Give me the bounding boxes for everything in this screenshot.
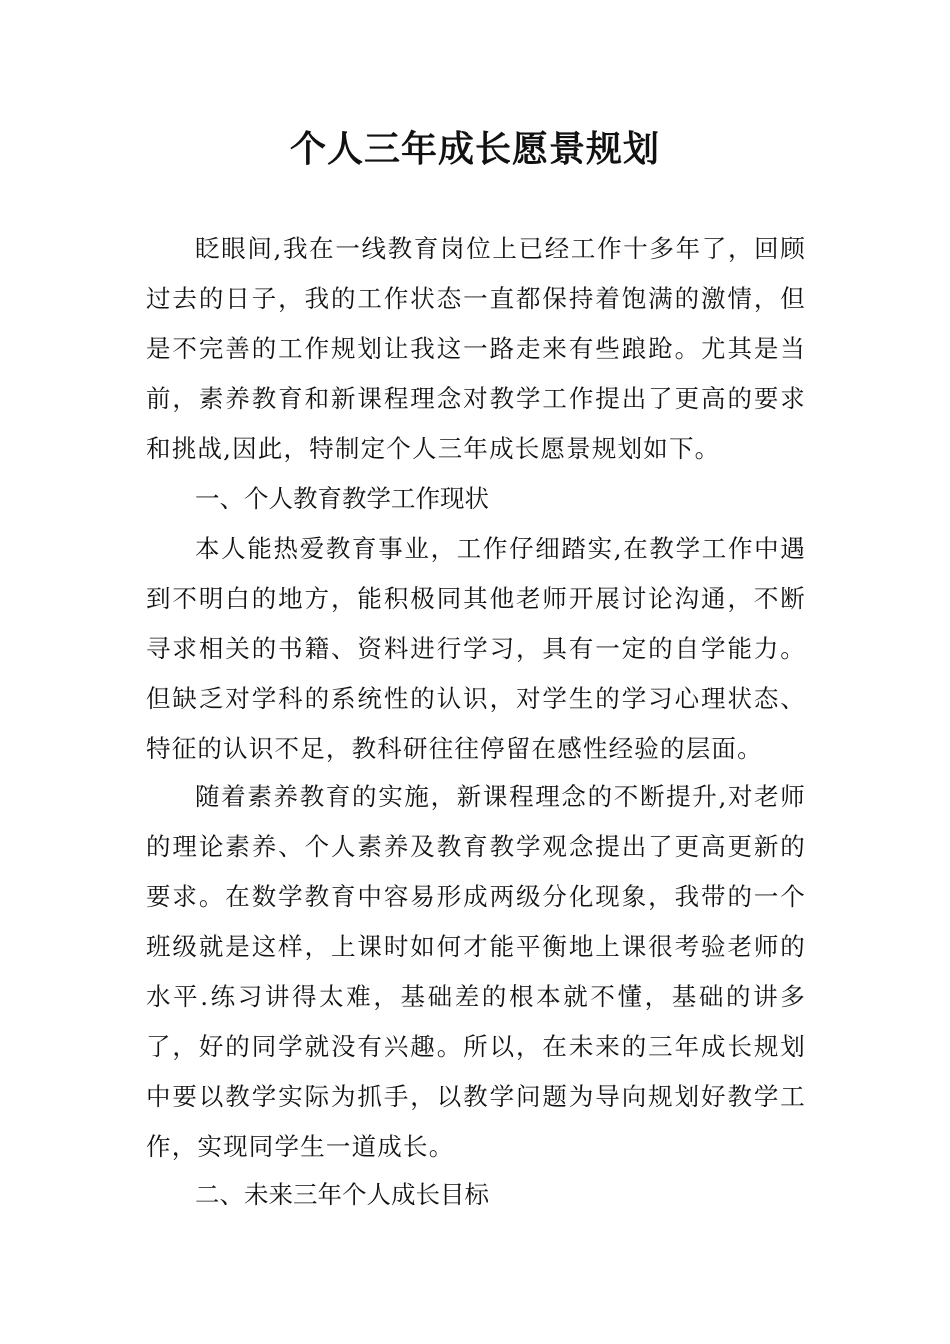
- intro-paragraph: 眨眼间,我在一线教育岗位上已经工作十多年了，回顾过去的日子，我的工作状态一直都保持着饱满的激情，但是不完善的工作规划让我这一路走来有些踉跄。尤其是当前，素养教育和新课程理念对教学工作提出了更高的要求和挑战,因此，特制定个人三年成长愿景规划如下。: [146, 234, 806, 463]
- document-title: 个人三年成长愿景规划: [289, 129, 660, 170]
- status-paragraph: 本人能热爱教育事业，工作仔细踏实,在教学工作中遇到不明白的地方，能积极同其他老师开展讨论沟通，不断寻求相关的书籍、资料进行学习，具有一定的自学能力。但缺乏对学科的系统性的认识，对学生的学习心理状态、特征的认识不足，教科研往往停留在感性经验的层面。: [146, 534, 806, 763]
- analysis-paragraph: 随着素养教育的实施，新课程理念的不断提升,对老师的理论素养、个人素养及教育教学观念提出了更高更新的要求。在数学教育中容易形成两级分化现象，我带的一个班级就是这样，上课时如何才能平衡地上课很考验老师的水平.练习讲得太难，基础差的根本就不懂，基础的讲多了，好的同学就没有兴趣。所以，在未来的三年成长规划中要以教学实际为抓手，以教学问题为导向规划好教学工作，实现同学生一道成长。: [146, 782, 806, 1161]
- section-heading-1: 一、个人教育教学工作现状: [195, 484, 489, 513]
- section-heading-2: 二、未来三年个人成长目标: [195, 1180, 489, 1209]
